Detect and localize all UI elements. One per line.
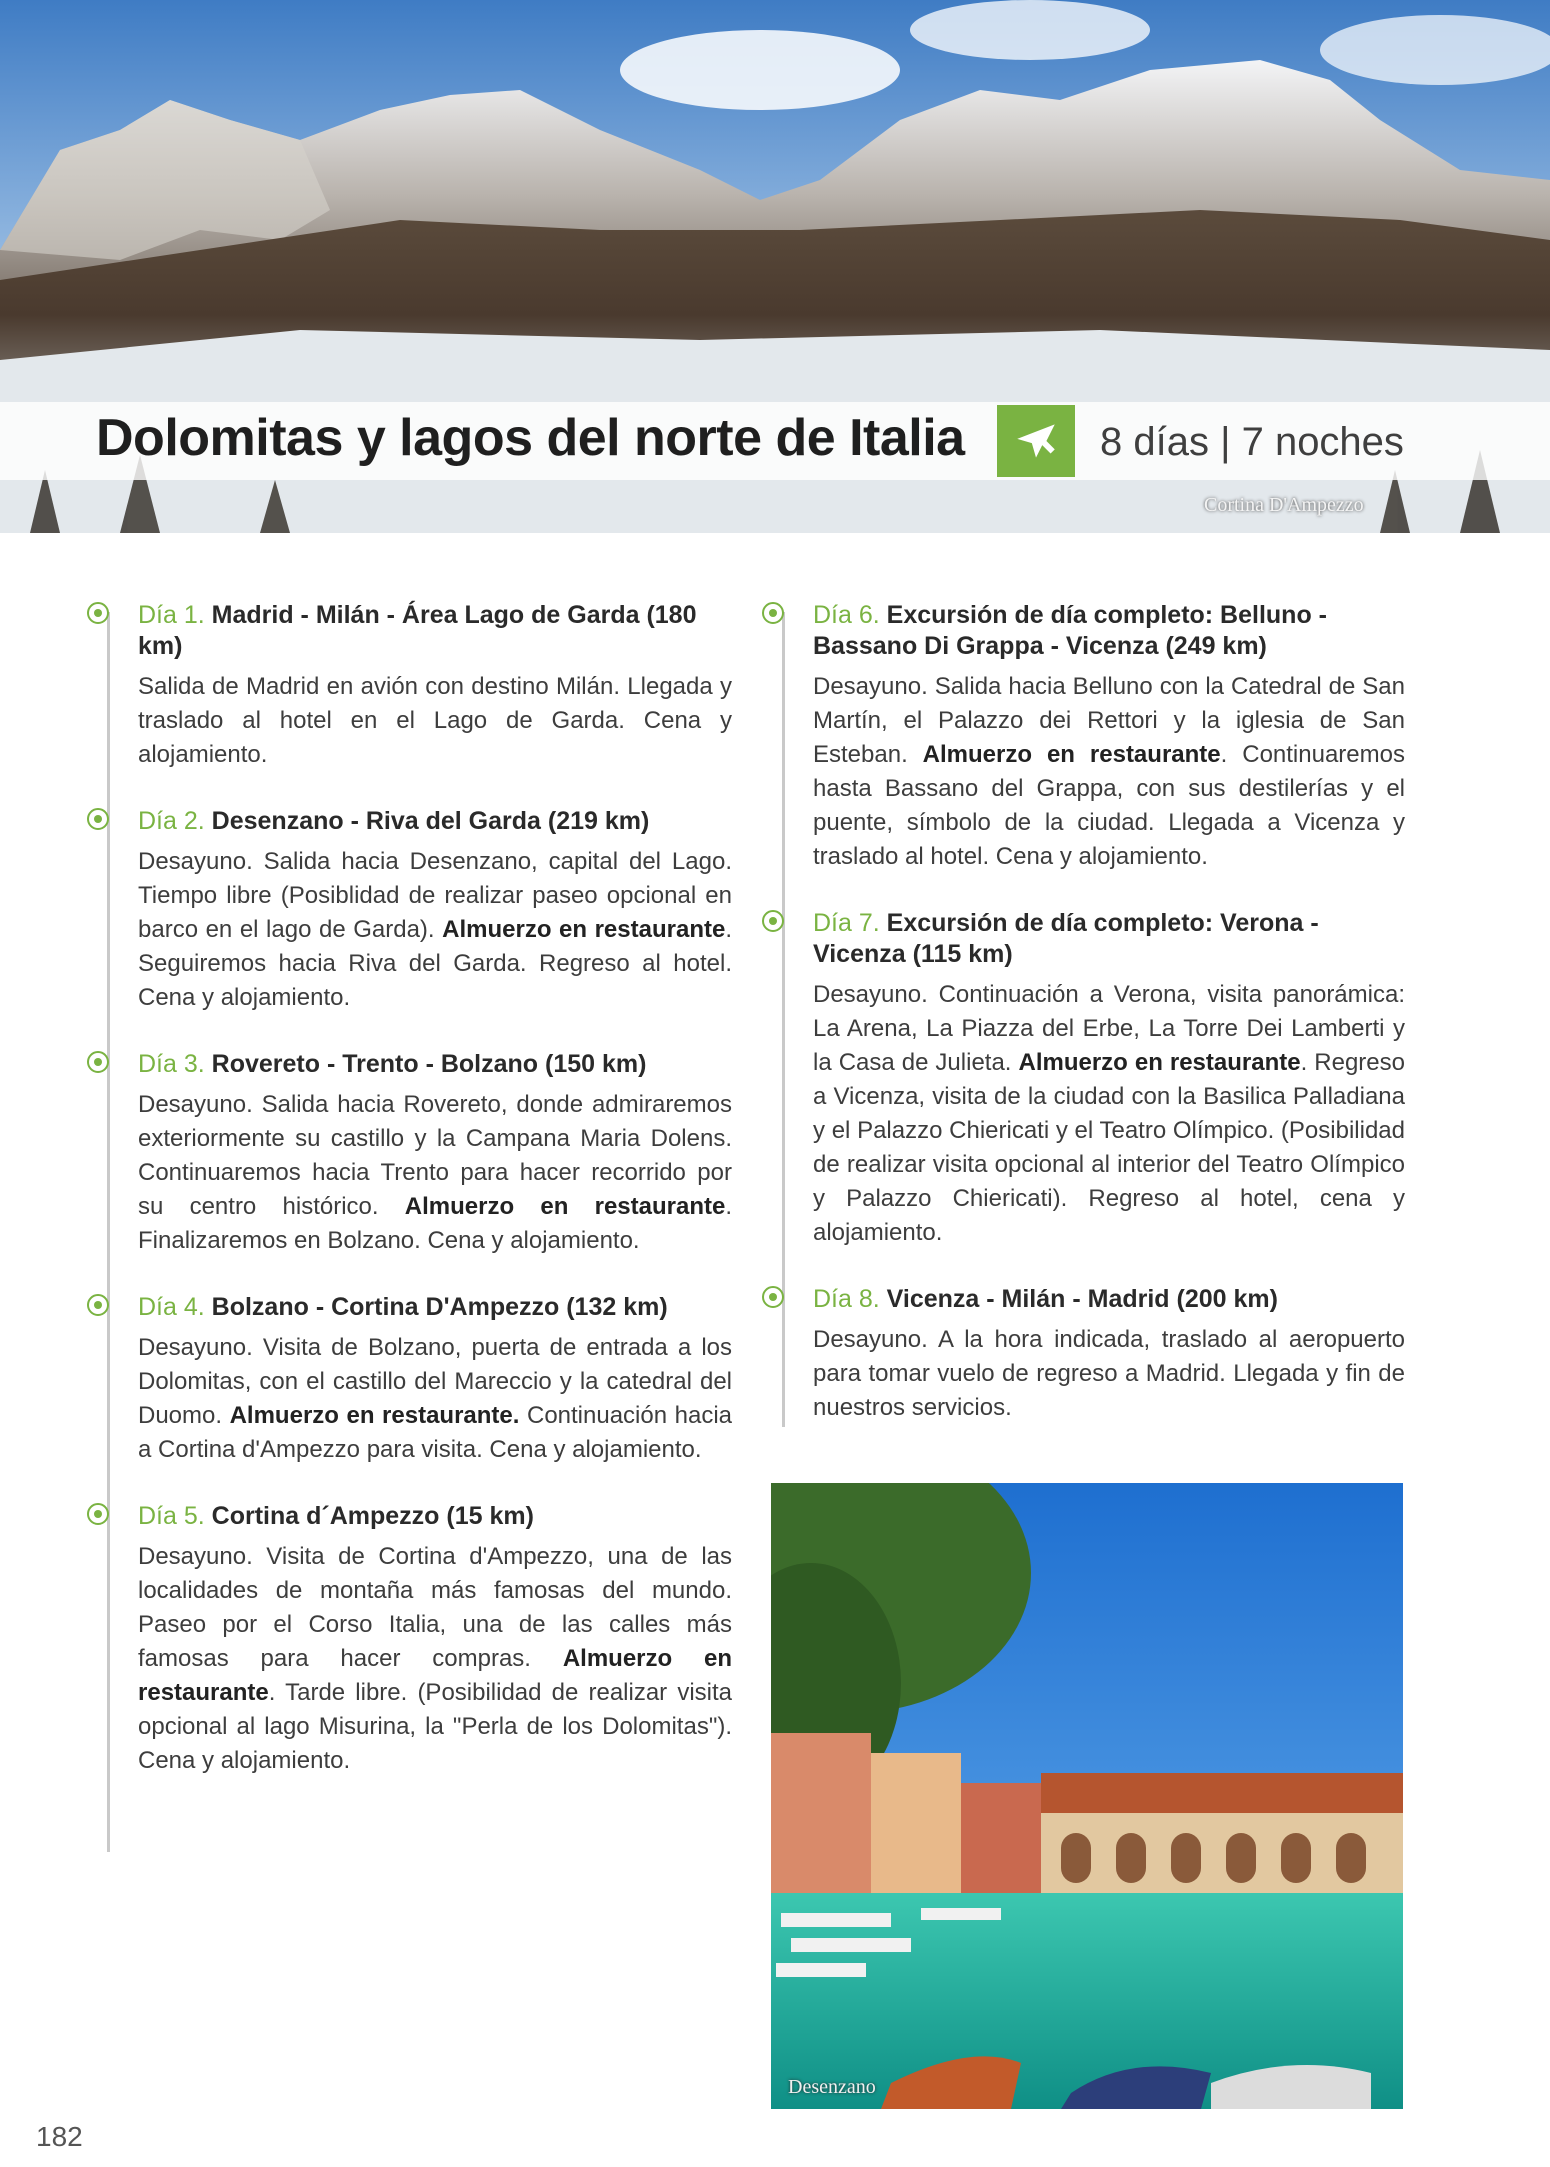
day-description: Desayuno. Salida hacia Rovereto, donde admiraremos exteriormente su castillo y la Campana Maria Dolens. Continuaremos hacia Trento para hacer recorrido por su centro histórico. Almuerzo en restaurante. Finalizaremos en Bolzano. Cena y alojamiento. [138,1091,732,1254]
desenzano-photo [771,1483,1403,2109]
timeline-dot-icon [762,1286,784,1308]
day-heading: Día 6. Excursión de día completo: Belluno - Bassano Di Grappa - Vicenza (249 km) [813,601,1327,660]
day-item [775,1284,1405,1425]
day-heading: Día 8. Vicenza - Milán - Madrid (200 km) [813,1285,1278,1313]
harbor-landscape-photo [771,1483,1403,2109]
day-heading: Día 5. Cortina d´Ampezzo (15 km) [138,1502,534,1530]
day-description: Desayuno. Salida hacia Desenzano, capital del Lago. Tiempo libre (Posiblidad de realizar paseo opcional en barco en el lago de Garda). Almuerzo en restaurante. Seguiremos hacia Riva del Garda. Regreso al hotel. Cena y alojamiento. [138,848,732,1011]
itinerary-column-right [775,600,1405,1425]
timeline-dot-icon [87,1294,109,1316]
day-item [100,1049,732,1258]
day-description: Salida de Madrid en avión con destino Milán. Llegada y traslado al hotel en el Lago de Garda. Cena y alojamiento. [138,673,732,768]
day-description: Desayuno. Visita de Cortina d'Ampezzo, una de las localidades de montaña más famosas del mundo. Paseo por el Corso Italia, una de las calles más famosas para hacer compras. Almuerzo en restaurante. Tarde libre. (Posibilidad de realizar visita opcional al lago Misurina, la "Perla de los Dolomitas"). Cena y alojamiento. [138,1543,733,1774]
day-item [100,806,732,1015]
photo-caption: Cortina D'Ampezzo [1204,494,1364,516]
timeline-dot-icon [762,602,784,624]
day-heading: Día 3. Rovereto - Trento - Bolzano (150 km) [138,1050,647,1078]
day-description: Desayuno. Visita de Bolzano, puerta de entrada a los Dolomitas, con el castillo del Mareccio y la catedral del Duomo. Almuerzo en restaurante. Continuación hacia a Cortina d'Ampezzo para visita. Cena y alojamiento. [138,1334,733,1463]
trip-duration: 8 días | 7 noches [1100,420,1404,464]
day-heading: Día 2. Desenzano - Riva del Garda (219 km) [138,807,650,835]
day-heading: Día 1. Madrid - Milán - Área Lago de Garda (180 km) [138,601,697,660]
day-item [100,1292,732,1467]
day-item [775,600,1405,874]
airplane-icon [997,405,1075,477]
page-title: Dolomitas y lagos del norte de Italia [96,409,965,467]
page-number: 182 [36,2121,83,2152]
timeline-dot-icon [87,602,109,624]
day-description: Desayuno. Salida hacia Belluno con la Catedral de San Martín, el Palazzo dei Rettori y la iglesia de San Esteban. Almuerzo en restaurante. Continuaremos hasta Bassano del Grappa, con sus destilerías y el puente, símbolo de la ciudad. Llegada a Vicenza y traslado al hotel. Cena y alojamiento. [813,673,1405,870]
day-item [775,908,1405,1250]
itinerary-column-left [100,600,732,1778]
day-description: Desayuno. A la hora indicada, traslado al aeropuerto para tomar vuelo de regreso a Madrid. Llegada y fin de nuestros servicios. [813,1326,1405,1421]
timeline-dot-icon [87,1051,109,1073]
timeline-dot-icon [87,808,109,830]
day-description: Desayuno. Continuación a Verona, visita panorámica: La Arena, La Piazza del Erbe, La Torre Dei Lamberti y la Casa de Julieta. Almuerzo en restaurante. Regreso a Vicenza, visita de la ciudad con la Basilica Palladiana y el Palazzo Chiericati y el Teatro Olímpico. (Posibilidad de realizar visita opcional al interior del Teatro Olímpico y Palazzo Chiericati). Regreso al hotel, cena y alojamiento. [813,981,1405,1246]
timeline-dot-icon [87,1503,109,1525]
day-heading: Día 4. Bolzano - Cortina D'Ampezzo (132 km) [138,1293,668,1321]
timeline-dot-icon [762,910,784,932]
day-item [100,1501,732,1778]
photo-caption: Desenzano [788,2076,876,2098]
day-item [100,600,732,772]
day-heading: Día 7. Excursión de día completo: Verona - Vicenza (115 km) [813,909,1319,968]
